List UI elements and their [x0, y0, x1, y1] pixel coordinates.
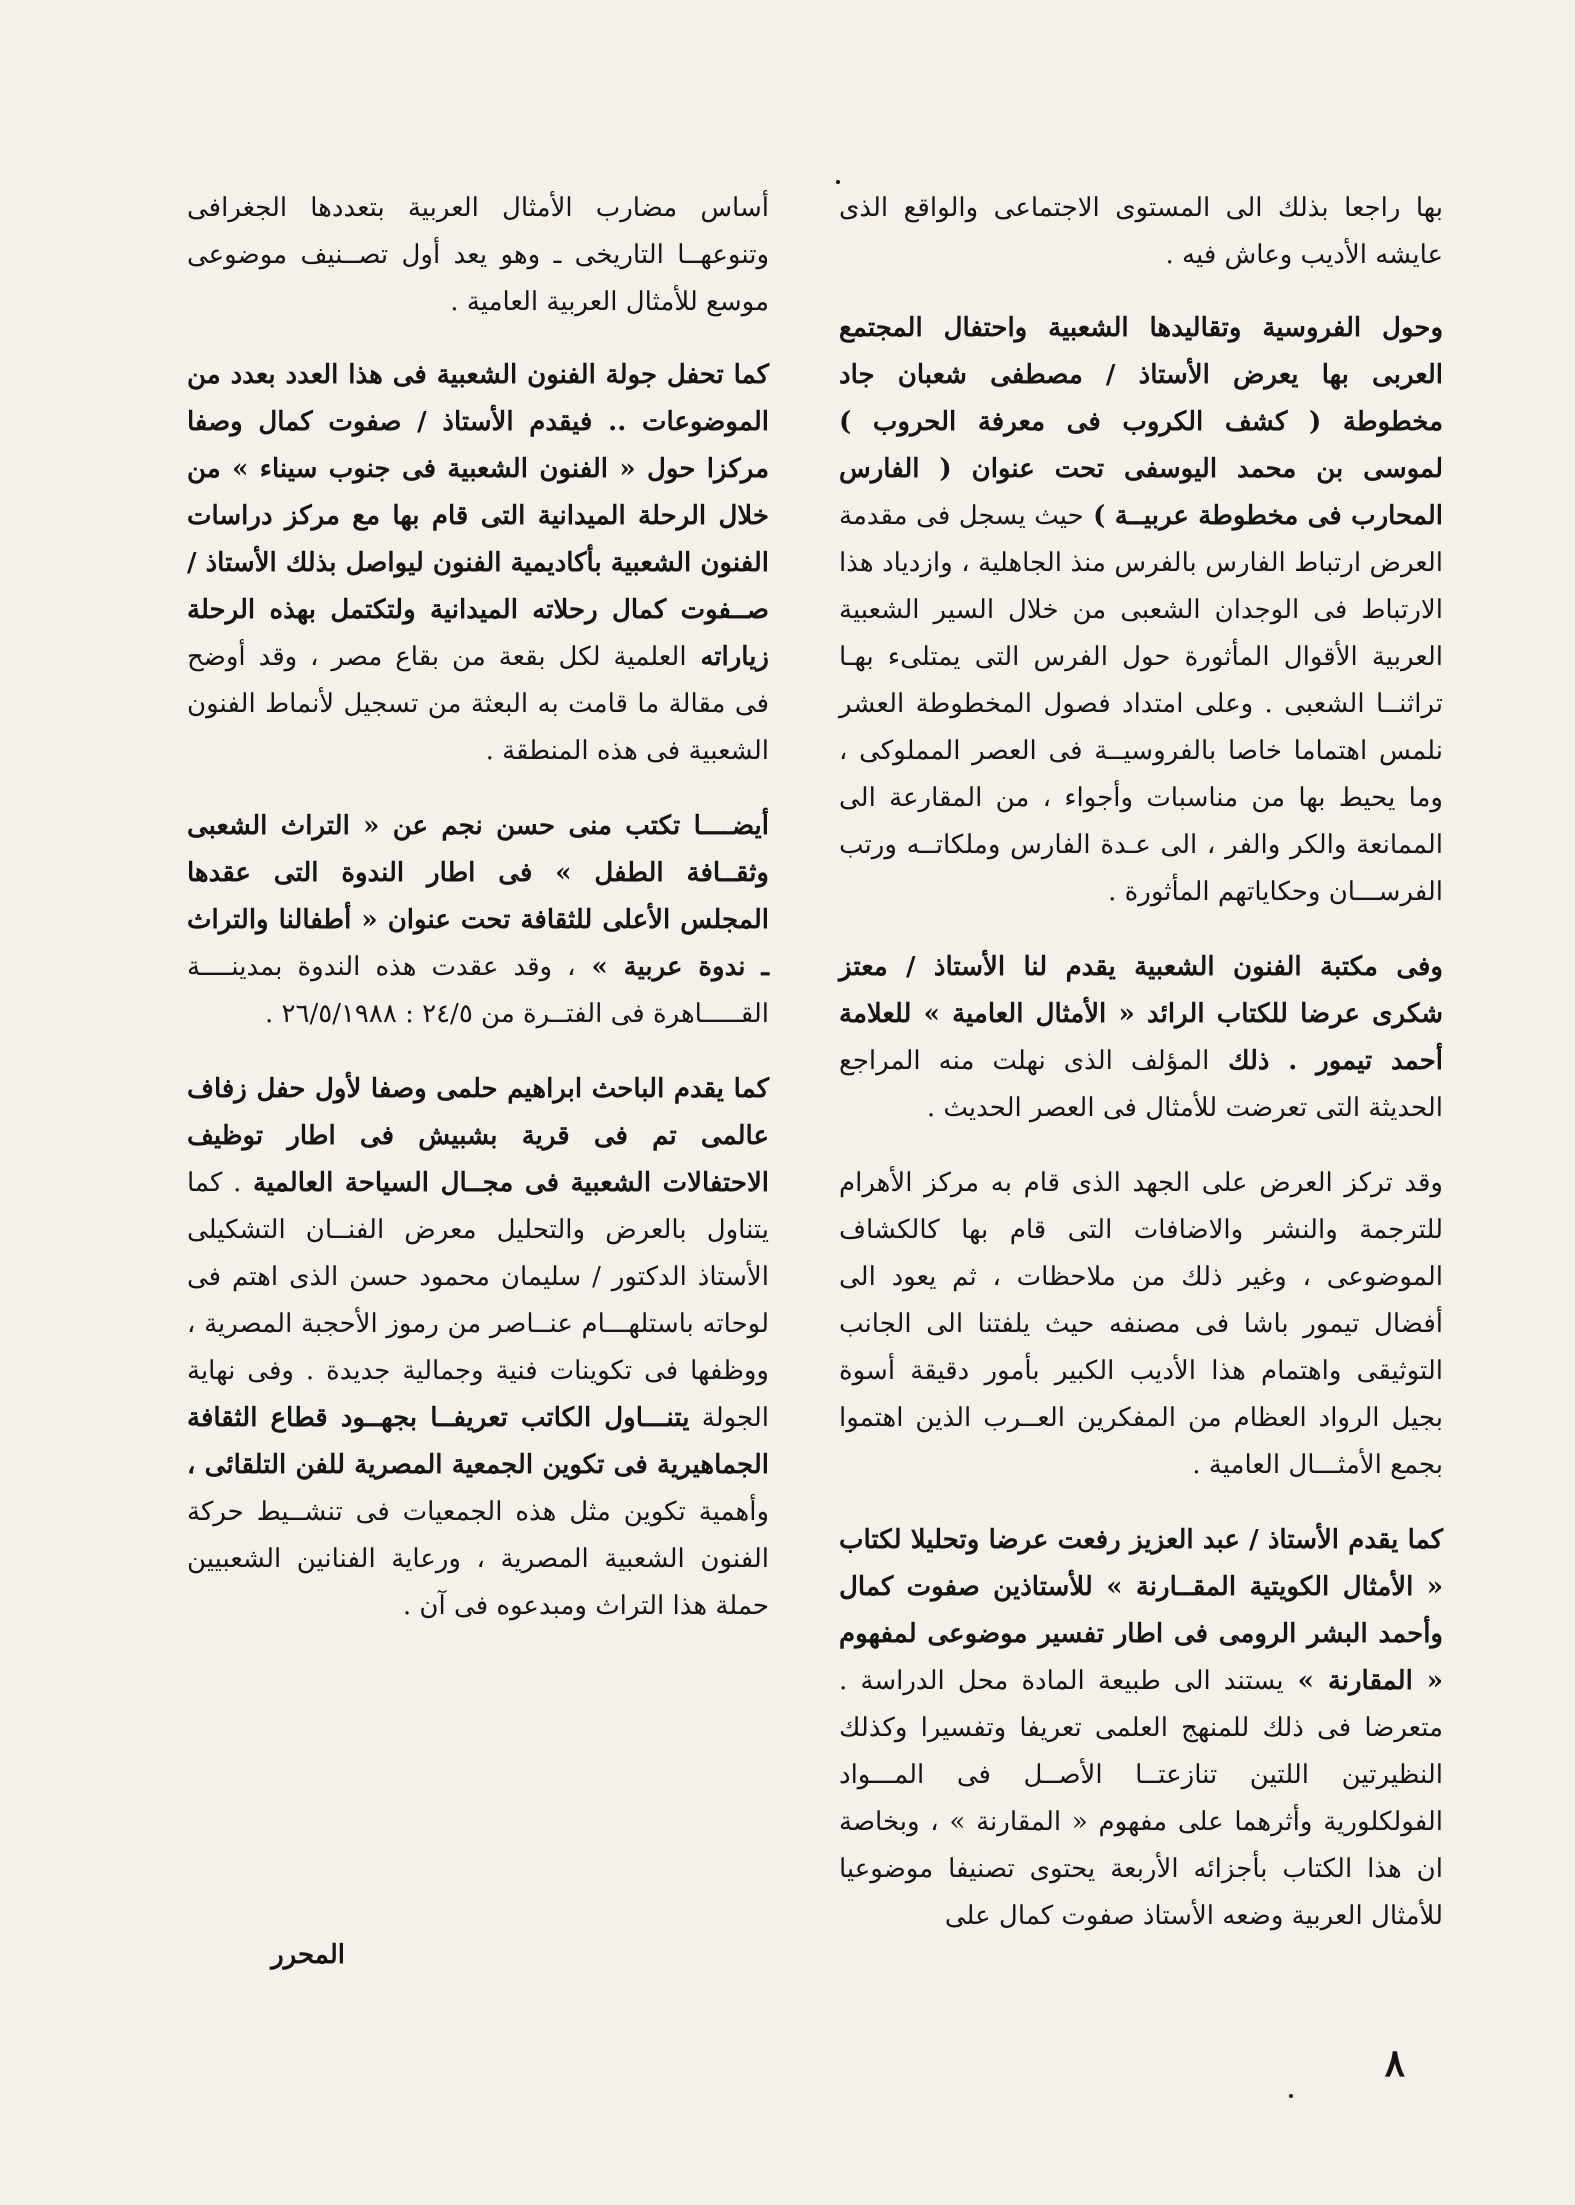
- paragraph-bold-lead: يتنـــاول الكاتب تعريفــا بجهــود قطاع الثقافة الجماهيرية فى تكوين الجمعية المصرية للفن التلقائى ،: [187, 1403, 769, 1480]
- paragraph-text: وقد تركز العرض على الجهد الذى قام به مركز الأهرام للترجمة والنشر والاضافات التى قام بها كالكشاف الموضوعى ، وغير ذلك من ملاحظات ، ثم يعود الى أفضال تيمور باشا فى مصنفه حيث يلفتنا الى الجانب التوثيقى واهتمام هذا الأديب الكبير بأمور دقيقة أسوة بجيل الرواد العظام من المفكرين العــرب الذين اهتموا بجمع الأمثـــال العامية .: [839, 1168, 1443, 1480]
- print-speck: [1289, 2094, 1293, 2098]
- article-paragraph: [187, 803, 769, 1038]
- article-paragraph: [839, 1160, 1443, 1489]
- right-text-column: [839, 185, 1443, 1968]
- editor-signature: المحرر: [271, 1940, 345, 1970]
- article-paragraph: [187, 185, 769, 326]
- paragraph-text: أساس مضارب الأمثال العربية بتعددها الجغرافى وتنوعهــا التاريخى ـ وهو يعد أول تصــنيف موضوعى موسع للأمثال العربية العامية .: [187, 193, 769, 317]
- paragraph-text: ، وقد عقدت هذه الندوة بمدينــــة القـــــاهرة فى الفتــرة من ٢٤/٥ : ٢٦/٥/١٩٨٨ .: [187, 952, 769, 1029]
- paragraph-text: وأهمية تكوين مثل هذه الجمعيات فى تنشــيط حركة الفنون الشعبية المصرية ، ورعاية الفنانين الشعبيين حملة هذا التراث ومبدعوه فى آن .: [187, 1497, 769, 1621]
- paragraph-text: العلمية لكل بقعة من بقاع مصر ، وقد أوضح فى مقالة ما قامت به البعثة من تسجيل لأنماط الفنون الشعبية فى هذه المنطقة .: [187, 642, 769, 766]
- paragraph-bold-lead: وفى مكتبة الفنون الشعبية يقدم لنا الأستاذ / معتز شكرى عرضا للكتاب الرائد « الأمثال العامية » للعلامة أحمد تيمور . ذلك: [839, 952, 1443, 1076]
- paragraph-text: بها راجعا بذلك الى المستوى الاجتماعى والواقع الذى عايشه الأديب وعاش فيه .: [839, 193, 1443, 270]
- paragraph-text: . كما يتناول بالعرض والتحليل معرض الفنــان التشكيلى الأستاذ الدكتور / سليمان محمود حسن الذى اهتم فى لوحاته باستلهـــام عنــاصر من رموز الأحجبة المصرية ، ووظفها فى تكوينات فنية وجمالية جديدة . وفى نهاية الجولة: [187, 1168, 769, 1433]
- article-paragraph: [839, 185, 1443, 279]
- paragraph-text: حيث يسجل فى مقدمة العرض ارتباط الفارس بالفرس منذ الجاهلية ، وازدياد هذا الارتباط فى الوجدان الشعبى من خلال السير الشعبية العربية الأقوال المأثورة حول الفرس التى يمتلىء بهـا تراثنــا الشعبى . وعلى امتداد فصول المخطوطة العشر نلمس اهتماما خاصا بالفروسيــة فى العصر المملوكى ، وما يحيط بها من مناسبات وأجواء ، من المقارعة الى الممانعة والكر والفر ، الى عـدة الفارس وملكاتــه ورتب الفرســـان وحكاياتهم المأثورة .: [839, 501, 1443, 907]
- article-paragraph: [839, 305, 1443, 916]
- article-paragraph: [187, 1066, 769, 1630]
- paragraph-text: يستند الى طبيعة المادة محل الدراسة . متعرضا فى ذلك للمنهج العلمى تعريفا وتفسيرا وكذلك النظيرتين اللتين تنازعتــا الأصــل فى المـــواد الفولكلورية وأثرهما على مفهوم « المقارنة » ، وبخاصة ان هذا الكتاب بأجزائه الأربعة يحتوى تصنيفا موضوعيا للأمثال العربية وضعه الأستاذ صفوت كمال على: [839, 1666, 1443, 1931]
- article-paragraph: [187, 352, 769, 775]
- article-paragraph: [839, 1517, 1443, 1940]
- paragraph-bold-lead: كما يقدم الأستاذ / عبد العزيز رفعت عرضا وتحليلا لكتاب « الأمثال الكويتية المقــارنة » للأستاذين صفوت كمال وأحمد البشر الرومى فى اطار تفسير موضوعى لمفهوم « المقارنة »: [839, 1525, 1443, 1696]
- page-number: ٨: [1384, 2040, 1405, 2085]
- article-paragraph: [839, 944, 1443, 1132]
- paragraph-bold-lead: أيضــــا تكتب منى حسن نجم عن « التراث الشعبى وثقــافة الطفل » فى اطار الندوة التى عقدها المجلس الأعلى للثقافة تحت عنوان « أطفالنا والتراث ـ ندوة عربية »: [187, 811, 769, 982]
- print-speck: [836, 180, 840, 184]
- paragraph-text: المؤلف الذى نهلت منه المراجع الحديثة التى تعرضت للأمثال فى العصر الحديث .: [839, 1046, 1443, 1123]
- paragraph-bold-lead: كما تحفل جولة الفنون الشعبية فى هذا العدد بعدد من الموضوعات .. فيقدم الأستاذ / صفوت كمال وصفا مركزا حول « الفنون الشعبية فى جنوب سيناء » من خلال الرحلة الميدانية التى قام بها مع مركز دراسات الفنون الشعبية بأكاديمية الفنون ليواصل بذلك الأستاذ / صــفوت كمال رحلاته الميدانية ولتكتمل بهذه الرحلة زياراته: [187, 360, 769, 672]
- paragraph-bold-lead: كما يقدم الباحث ابراهيم حلمى وصفا لأول حفل زفاف عالمى تم فى قرية بشبيش فى اطار توظيف الاحتفالات الشعبية فى مجــال السياحة العالمية: [187, 1074, 769, 1198]
- paragraph-bold-lead: وحول الفروسية وتقاليدها الشعبية واحتفال المجتمع العربى بها يعرض الأستاذ / مصطفى شعبان جاد مخطوطة ( كشف الكروب فى معرفة الحروب ) لموسى بن محمد اليوسفى تحت عنوان ( الفارس المحارب فى مخطوطة عربيــة ): [839, 313, 1444, 531]
- left-text-column: [187, 185, 769, 1658]
